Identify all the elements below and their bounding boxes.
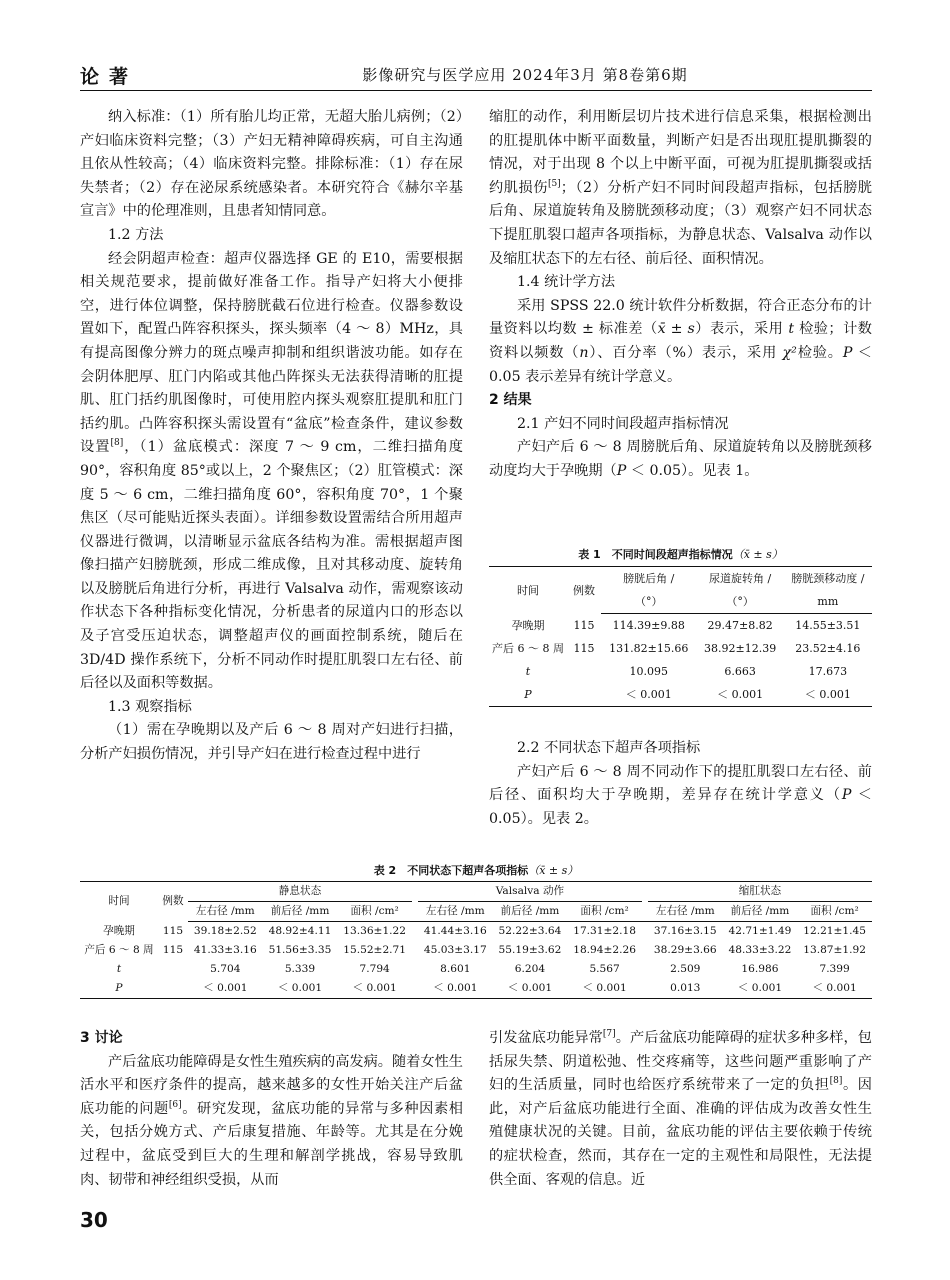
table2	[80, 881, 872, 999]
right-column	[489, 106, 872, 484]
t2-sub: 左右径 /mm	[188, 902, 263, 922]
t1-header-col: 尿道旋转角 /	[697, 567, 784, 591]
t2-group-valsalva: Valsalva 动作	[418, 882, 642, 902]
statistics-paragraph: 采用 SPSS 22.0 统计软件分析数据，符合正态分布的计量资料以均数 ± 标准差（x̄ ± s）表示，采用 t 检验；计数资料以频数（n）、百分率（%）表示，采用 χ²检验。P ＜ 0.05 表示差异有统计学意义。	[489, 297, 872, 385]
t2-sub: 面积 /cm²	[337, 902, 412, 922]
t2-header-time: 时间	[80, 882, 158, 922]
table-row: t 5.704 5.339 7.794 8.601 6.204 5.567 2.509 16.986 7.399	[116, 963, 850, 975]
table1	[489, 566, 872, 707]
observation-paragraph: （1）需在孕晚期以及产后 6 ～ 8 周对产妇进行扫描，分析产妇损伤情况，并引导产妇在进行检查过程中进行	[80, 722, 463, 763]
t2-group-contraction: 缩肛状态	[648, 882, 872, 902]
method-paragraph: 经会阴超声检查：超声仪器选择 GE 的 E10，需要根据相关规范要求，提前做好准备工作。指导产妇将大小便排空，进行体位调整，保持膀胱截石位进行检查。仪器参数设置如下，配置凸阵容积探头，探头频率（4 ～ 8）MHz，具有提高图像分辨力的斑点噪声抑制和组织谐波功能。如存在会阴体肥厚、肛门内陷或其他凸阵探头无法获得清晰的肛提肌、肛门括约肌图像时，可使用腔内探头观察肛提肌和肛门括约肌。凸阵容积探头需设置有“盆底”检查条件，建议参数设置[8]，（1）盆底模式：深度 7 ～ 9 cm，二维扫描角度 90°，容积角度 85°或以上，2 个聚焦区；（2）肛管模式：深度 5 ～ 6 cm，二维扫描角度 60°，容积角度 70°，1 个聚焦区（尽可能贴近探头表面）。详细参数设置需结合所用超声仪器进行微调，以清晰显示盆底各结构为准。需根据超声图像扫描产妇膀胱颈，形成二维成像，且对其移动度、旋转角以及膀胱后角进行分析，再进行 Valsalva 动作，需观察该动作状态下各种指标变化情况，分析患者的尿道内口的形态以及子宫受压迫状态，调整超声仪的画面控制系统，随后在 3D/4D 操作系统下，分析不同动作时提肛肌裂口左右径、前后径以及面积等数据。	[80, 250, 463, 692]
table-row: t 10.095 6.663 17.673	[525, 665, 848, 678]
observation-continued: 缩肛的动作，利用断层切片技术进行信息采集，根据检测出的肛提肌体中断平面数量，判断产妇是否出现肛提肌撕裂的情况，对于出现 8 个以上中断平面，可视为肛提肌撕裂或括约肌损伤[5]；（2）分析产妇不同时间段超声指标，包括膀胱后角、尿道旋转角及膀胱颈移动度；（3）观察产妇不同状态下提肛肌裂口超声各项指标，为静息状态、Valsalva 动作以及缩肛状态下的左右径、前后径、面积情况。	[489, 109, 872, 267]
heading-1-4: 1.4 统计学方法	[517, 274, 616, 291]
t1-header-n: 例数	[567, 567, 601, 614]
heading-2-2: 2.2 不同状态下超声各项指标	[517, 740, 701, 756]
left-column	[80, 106, 463, 767]
heading-2-1: 2.1 产妇不同时间段超声指标情况	[517, 415, 729, 432]
right-column-lower	[489, 737, 872, 831]
citation: [8]	[110, 438, 124, 449]
citation: [7]	[602, 1029, 616, 1039]
inclusion-criteria: 纳入标准：（1）所有胎儿均正常，无超大胎儿病例；（2）产妇临床资料完整；（3）产妇无精神障碍疾病，可自主沟通且依从性较高；（4）临床资料完整。排除标准：（1）存在尿失禁者；（2）存在泌尿系统感染者。本研究符合《赫尔辛基宣言》中的伦理准则，且患者知情同意。	[80, 109, 463, 220]
t1-unit: （°）	[697, 590, 784, 614]
discussion-left	[80, 1027, 463, 1192]
discussion-right	[489, 1027, 872, 1192]
table-row: 孕晚期 115 114.39±9.88 29.47±8.82 14.55±3.51	[511, 618, 861, 632]
t1-header-time: 时间	[489, 567, 567, 614]
heading-2: 2 结果	[489, 392, 532, 409]
t1-header-col: 膀胱后角 /	[601, 567, 697, 591]
t2-sub: 左右径 /mm	[418, 902, 493, 922]
citation: [8]	[829, 1076, 843, 1087]
t2-sub: 前后径 /mm	[493, 902, 568, 922]
page-number: 30	[80, 1208, 108, 1232]
section-label: 论著	[80, 66, 139, 88]
journal-info: 影像研究与医学应用 2024年3月 第8卷第6期	[362, 66, 688, 84]
table2-caption: 表 2 不同状态下超声各项指标（x̄ ± s）	[373, 864, 579, 877]
table-row: 产后 6 ～ 8 周 115 131.82±15.66 38.92±12.39 23.52±4.16	[492, 642, 861, 655]
header-rule	[80, 90, 872, 91]
table-row: P ＜ 0.001 ＜ 0.001 ＜ 0.001 ＜ 0.001 ＜ 0.001 ＜ 0.001 0.013 ＜ 0.001 ＜ 0.001	[80, 979, 872, 999]
t2-sub: 面积 /cm²	[797, 902, 872, 922]
discussion-paragraph: 产后盆底功能障碍是女性生殖疾病的高发病。随着女性生活水平和医疗条件的提高，越来越多的女性开始关注产后盆底功能的问题[6]。研究发现，盆底功能的异常与多种因素相关，包括分娩方式、产后康复措施、年龄等。尤其是在分娩过程中，盆底受到巨大的生理和解剖学挑战，容易导致肌肉、韧带和神经组织受损，从而	[80, 1053, 463, 1188]
t2-sub: 前后径 /mm	[263, 902, 338, 922]
result-paragraph-1: 产妇产后 6 ～ 8 周膀胱后角、尿道旋转角以及膀胱颈移动度均大于孕晚期（P ＜ 0.05）。见表 1。	[489, 439, 872, 479]
t2-sub: 面积 /cm²	[567, 902, 642, 922]
t2-sub: 前后径 /mm	[723, 902, 798, 922]
table1-caption: 表 1 不同时间段超声指标情况（x̄ ± s）	[578, 548, 783, 561]
heading-1-2: 1.2 方法	[108, 226, 164, 243]
citation: [6]	[168, 1099, 182, 1110]
table-row: P ＜ 0.001 ＜ 0.001 ＜ 0.001	[489, 683, 872, 707]
table-row: 产后 6 ～ 8 周 115 41.33±3.16 51.56±3.35 15.52±2.71 45.03±3.17 55.19±3.62 18.94±2.26 38.29±3.66 48.33±3.22 13.87±1.92	[84, 944, 867, 956]
result-paragraph-2: 产妇产后 6 ～ 8 周不同动作下的提肛肌裂口左右径、前后径、面积均大于孕晚期，差异存在统计学意义（P ＜ 0.05）。见表 2。	[489, 763, 872, 827]
running-header	[80, 62, 872, 88]
t2-header-n: 例数	[158, 882, 188, 922]
t2-group-rest: 静息状态	[188, 882, 412, 902]
t1-unit: mm	[784, 590, 872, 614]
t1-unit: （°）	[601, 590, 697, 614]
t1-header-col: 膀胱颈移动度 /	[784, 567, 872, 591]
discussion-continued: 引发盆底功能异常[7]。产后盆底功能障碍的症状多种多样，包括尿失禁、阴道松弛、性交疼痛等，这些问题严重影响了产妇的生活质量，同时也给医疗系统带来了一定的负担[8]。因此，对产后盆底功能进行全面、准确的评估成为改善女性生殖健康状况的关键。目前，盆底功能的评估主要依赖于传统的症状检查，然而，其存在一定的主观性和局限性，无法提供全面、客观的信息。近	[489, 1029, 872, 1188]
heading-1-3: 1.3 观察指标	[108, 698, 192, 715]
table-row: 孕晚期 115 39.18±2.52 48.92±4.11 13.36±1.22 41.44±3.16 52.22±3.64 17.31±2.18 37.16±3.15 42.71±1.49 12.21±1.45	[103, 924, 867, 937]
heading-3: 3 讨论	[80, 1030, 123, 1046]
citation: [5]	[547, 178, 561, 189]
t2-sub: 左右径 /mm	[648, 902, 723, 922]
